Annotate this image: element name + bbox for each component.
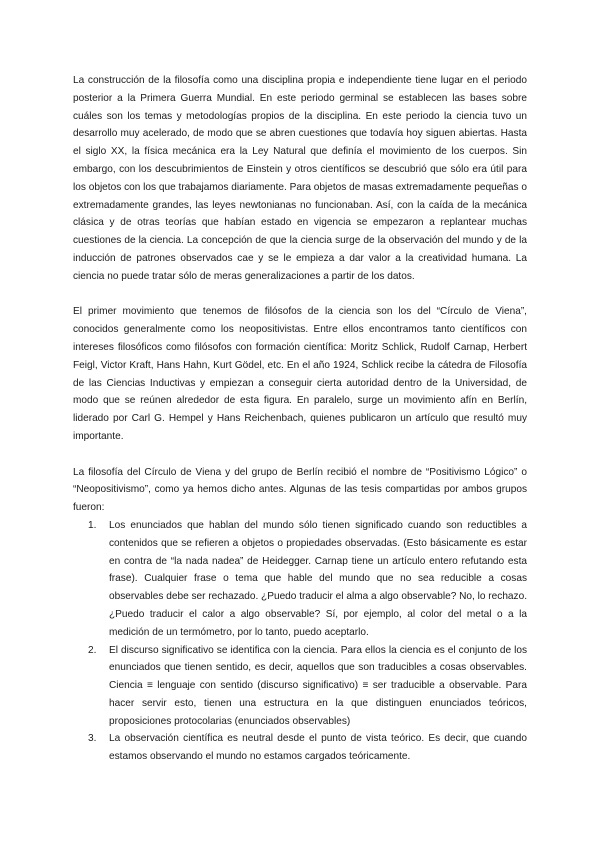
paragraph-3: La filosofía del Círculo de Viena y del grupo de Berlín recibió el nombre de “Positivismo Lógico” o “Neopositivismo”, como ya hemos dicho antes. Algunas de las tesis compartidas por ambos grupos fueron: [73, 466, 527, 514]
thesis-number: 3. [88, 733, 97, 745]
thesis-item-2 [73, 642, 527, 731]
thesis-number: 2. [88, 644, 97, 656]
paragraph-1: La construcción de la filosofía como una disciplina propia e independiente tiene lugar en el periodo posterior a la Primera Guerra Mundial. En este periodo germinal se establecen las bases sobre cuáles son los temas y metodologías propios de la disciplina. En este periodo la ciencia tuvo un desarrollo muy acelerado, de modo que se abren cuestiones que todavía hoy siguen abiertas. Hasta el siglo XX, la física mecánica era la Ley Natural que definía el movimiento de los cuerpos. Sin embargo, con los descubrimientos de Einstein y otros científicos se descubrió que sólo era útil para los objetos con los que trabajamos diariamente. Para objetos de masas extremadamente pequeñas o extremadamente grandes, las leyes newtonianas no funcionaban. Así, con la caída de la mecánica clásica y de otras teorías que habían estado en vigencia se empezaron a replantear muchas cuestiones de la ciencia. La concepción de que la ciencia surge de la observación del mundo y de la inducción de patrones observados cae y se le empieza a dar valor a la creatividad humana. La ciencia no puede tratar sólo de meras generalizaciones a partir de los datos. [73, 75, 527, 282]
thesis-text: El discurso significativo se identifica con la ciencia. Para ellos la ciencia es el conjunto de los enunciados que tienen sentido, es decir, aquellos que son traducibles a cosas observables. Ciencia ≡ lenguaje con sentido (discurso significativo) ≡ ser traducible a observable. Para hacer servir esto, tienen una estructura en la que distinguen enunciados teóricos, proposiciones protocolarias (enunciados observables) [109, 644, 527, 727]
thesis-number: 1. [88, 519, 97, 531]
thesis-item-1 [73, 517, 527, 642]
document-body [73, 72, 527, 766]
theses-list [73, 517, 527, 766]
thesis-text: Los enunciados que hablan del mundo sólo tienen significado cuando son reductibles a contenidos que se refieren a objetos o propiedades observadas. (Esto básicamente es estar en contra de “la nada nadea” de Heidegger. Carnap tiene un artículo entero refutando esta frase). Cualquier frase o tema que hable del mundo que no sea reducible a cosas observables debe ser rechazado. ¿Puedo traducir el alma a algo observable? No, lo rechazo. ¿Puedo traducir el calor a algo observable? Sí, por ejemplo, al color del metal o a la medición de un termómetro, por lo tanto, puedo aceptarlo. [109, 519, 528, 638]
paragraph-2: El primer movimiento que tenemos de filósofos de la ciencia son los del “Círculo de Viena”, conocidos generalmente como los neopositivistas. Entre ellos encontramos tanto científicos con intereses filosóficos como filósofos con formación científica: Moritz Schlick, Rudolf Carnap, Herbert Feigl, Victor Kraft, Hans Hahn, Kurt Gödel, etc. En el año 1924, Schlick recibe la cátedra de Filosofía de las Ciencias Inductivas y empiezan a conseguir cierta autoridad dentro de la Universidad, de modo que se reúnen alrededor de esta figura. En paralelo, surge un movimiento afín en Berlín, liderado por Carl G. Hempel y Hans Reichenbach, quienes publicaron un artículo que resultó muy importante. [73, 306, 527, 442]
thesis-item-3 [73, 730, 527, 766]
thesis-text: La observación científica es neutral desde el punto de vista teórico. Es decir, que cuando estamos observando el mundo no estamos cargados teóricamente. [109, 733, 527, 763]
